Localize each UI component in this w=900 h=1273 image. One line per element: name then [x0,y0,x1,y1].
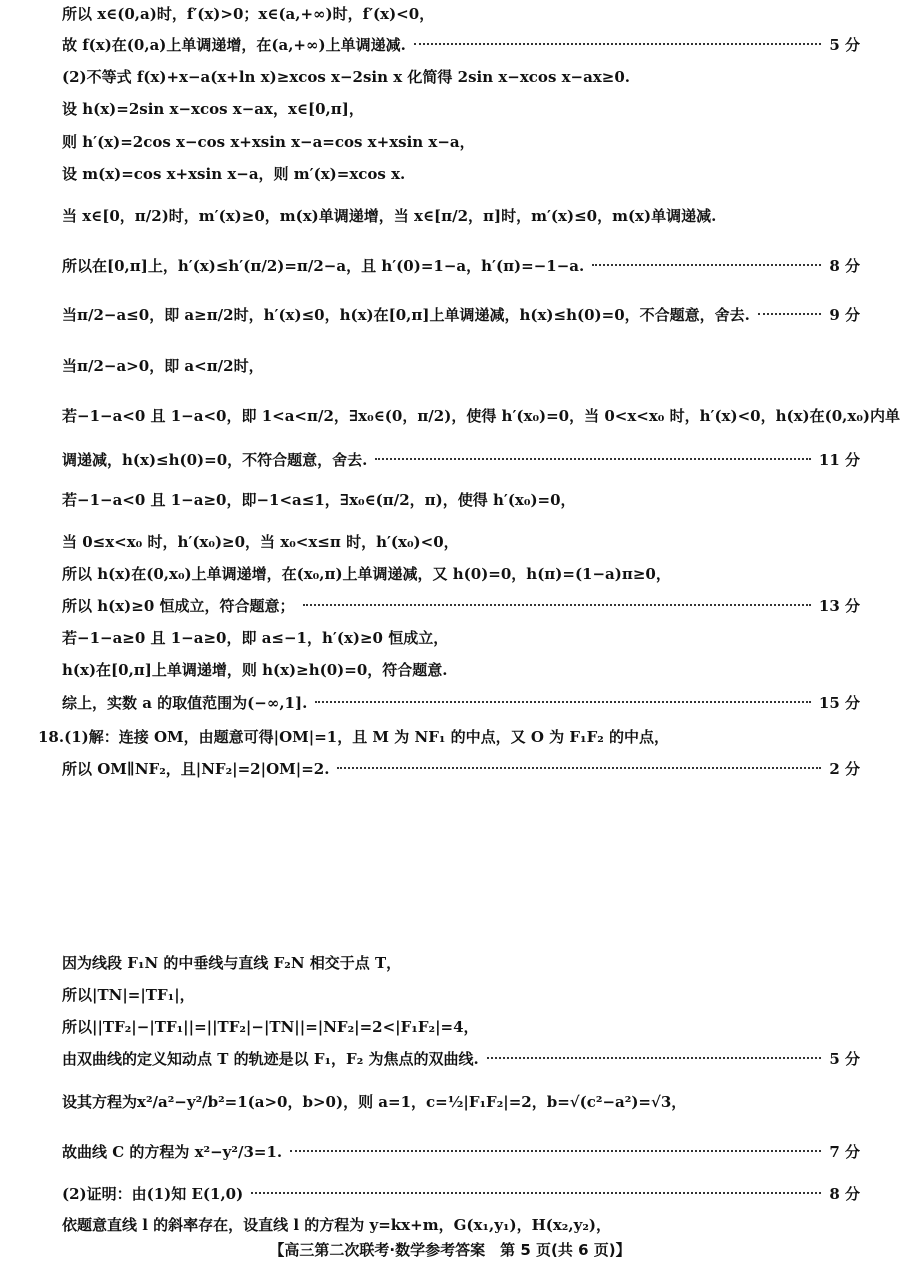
score-label: 5 分 [829,36,860,54]
line-text: 综上，实数 a 的取值范围为(−∞,1]. [62,694,308,712]
line-26 [62,1092,860,1112]
line-7 [62,206,860,226]
line-text: (2)证明：由(1)知 E(1,0) [62,1185,244,1203]
line-text: 设其方程为x²/a²−y²/b²=1(a>0，b>0)，则 a=1，c=½|F₁F₂|=2，b=√(c²−a²)=√3， [62,1093,687,1111]
line-text: 设 h(x)=2sin x−xcos x−ax，x∈[0,π]， [62,100,364,118]
score-label: 7 分 [829,1143,860,1161]
line-29 [62,1215,860,1235]
line-text: 当π/2−a≤0，即 a≥π/2时，h′(x)≤0，h(x)在[0,π]上单调递减，h(x)≤h(0)=0，不合题意，舍去. [62,306,750,324]
line-11 [62,406,900,426]
line-2 [62,35,860,55]
dot-leader [414,43,822,45]
line-6 [62,164,860,184]
score-label: 9 分 [829,306,860,324]
line-text: 当 0≤x<x₀ 时，h′(x₀)≥0，当 x₀<x≤π 时，h′(x₀)<0， [62,533,459,551]
line-text: 所以 x∈(0,a)时，f′(x)>0；x∈(a,+∞)时，f′(x)<0， [62,5,435,23]
line-15 [62,564,860,584]
line-13 [62,490,860,510]
dot-leader [315,701,811,703]
dot-leader [303,604,811,606]
score-label: 8 分 [829,257,860,275]
line-text: h(x)在[0,π]上单调递增，则 h(x)≥h(0)=0，符合题意. [62,661,448,679]
line-text: 若−1−a<0 且 1−a≥0，即−1<a≤1，∃x₀∈(π/2，π)，使得 h′(x₀)=0， [62,491,576,509]
line-text: 当π/2−a>0，即 a<π/2时， [62,357,264,375]
line-9 [62,305,860,325]
dot-leader [375,458,811,460]
line-text: 若−1−a≥0 且 1−a≥0，即 a≤−1，h′(x)≥0 恒成立， [62,629,449,647]
score-label: 8 分 [829,1185,860,1203]
line-28 [62,1184,860,1204]
score-label: 5 分 [829,1050,860,1068]
line-22 [62,953,860,973]
line-3 [62,67,860,87]
line-14 [62,532,860,552]
line-17 [62,628,860,648]
line-27 [62,1142,860,1162]
dot-leader [758,313,821,315]
line-text: 当 x∈[0，π/2)时，m′(x)≥0，m(x)单调递增，当 x∈[π/2，π]时，m′(x)≤0，m(x)单调递减. [62,207,717,225]
line-text: 调递减，h(x)≤h(0)=0，不符合题意，舍去. [62,451,368,469]
line-19 [62,693,860,713]
score-label: 11 分 [818,451,860,469]
dot-leader [487,1057,822,1059]
line-text: 18.(1)解：连接 OM，由题意可得|OM|=1，且 M 为 NF₁ 的中点，又 O 为 F₁F₂ 的中点， [38,728,670,746]
line-16 [62,596,860,616]
line-12 [62,450,860,470]
line-text: 所以 h(x)在(0,x₀)上单调递增，在(x₀,π)上单调递减，又 h(0)=0，h(π)=(1−a)π≥0， [62,565,671,583]
line-text: 若−1−a<0 且 1−a<0，即 1<a<π/2，∃x₀∈(0，π/2)，使得 h′(x₀)=0，当 0<x<x₀ 时，h′(x)<0，h(x)在(0,x₀)内单 [62,407,900,425]
line-24 [62,1017,860,1037]
line-text: 则 h′(x)=2cos x−cos x+xsin x−a=cos x+xsin x−a， [62,133,475,151]
score-label: 15 分 [818,694,860,712]
score-label: 13 分 [818,597,860,615]
line-1 [62,4,860,24]
line-text: (2)不等式 f(x)+x−a(x+ln x)≥xcos x−2sin x 化简得 2sin x−xcos x−ax≥0. [62,68,631,86]
line-text: 设 m(x)=cos x+xsin x−a，则 m′(x)=xcos x. [62,165,406,183]
line-20 [38,727,860,747]
line-text: 因为线段 F₁N 的中垂线与直线 F₂N 相交于点 T， [62,954,402,972]
line-10 [62,356,860,376]
dot-leader [337,767,821,769]
line-4 [62,99,860,119]
line-text: 故曲线 C 的方程为 x²−y²/3=1. [62,1143,283,1161]
line-text: 所以|TN|=|TF₁|， [62,986,195,1004]
line-25 [62,1049,860,1069]
line-23 [62,985,860,1005]
page-footer: 【高三第二次联考·数学参考答案 第 5 页(共 6 页)】 [269,1241,631,1259]
line-text: 所以 h(x)≥0 恒成立，符合题意； [62,597,295,615]
line-text: 由双曲线的定义知动点 T 的轨迹是以 F₁，F₂ 为焦点的双曲线. [62,1050,479,1068]
line-text: 所以在[0,π]上，h′(x)≤h′(π/2)=π/2−a，且 h′(0)=1−a，h′(π)=−1−a. [62,257,585,275]
line-text: 故 f(x)在(0,a)上单调递增，在(a,+∞)上单调递减. [62,36,406,54]
dot-leader [251,1192,821,1194]
line-text: 所以 OM∥NF₂，且|NF₂|=2|OM|=2. [62,760,330,778]
line-21 [62,759,860,779]
line-5 [62,132,860,152]
line-text: 所以||TF₂|−|TF₁||=||TF₂|−|TN||=|NF₂|=2<|F₁F₂|=4， [62,1018,479,1036]
line-18 [62,660,860,680]
score-label: 2 分 [829,760,860,778]
dot-leader [592,264,821,266]
line-8 [62,256,860,276]
line-text: 依题意直线 l 的斜率存在，设直线 l 的方程为 y=kx+m，G(x₁,y₁)，H(x₂,y₂)， [62,1216,611,1234]
dot-leader [290,1150,821,1152]
